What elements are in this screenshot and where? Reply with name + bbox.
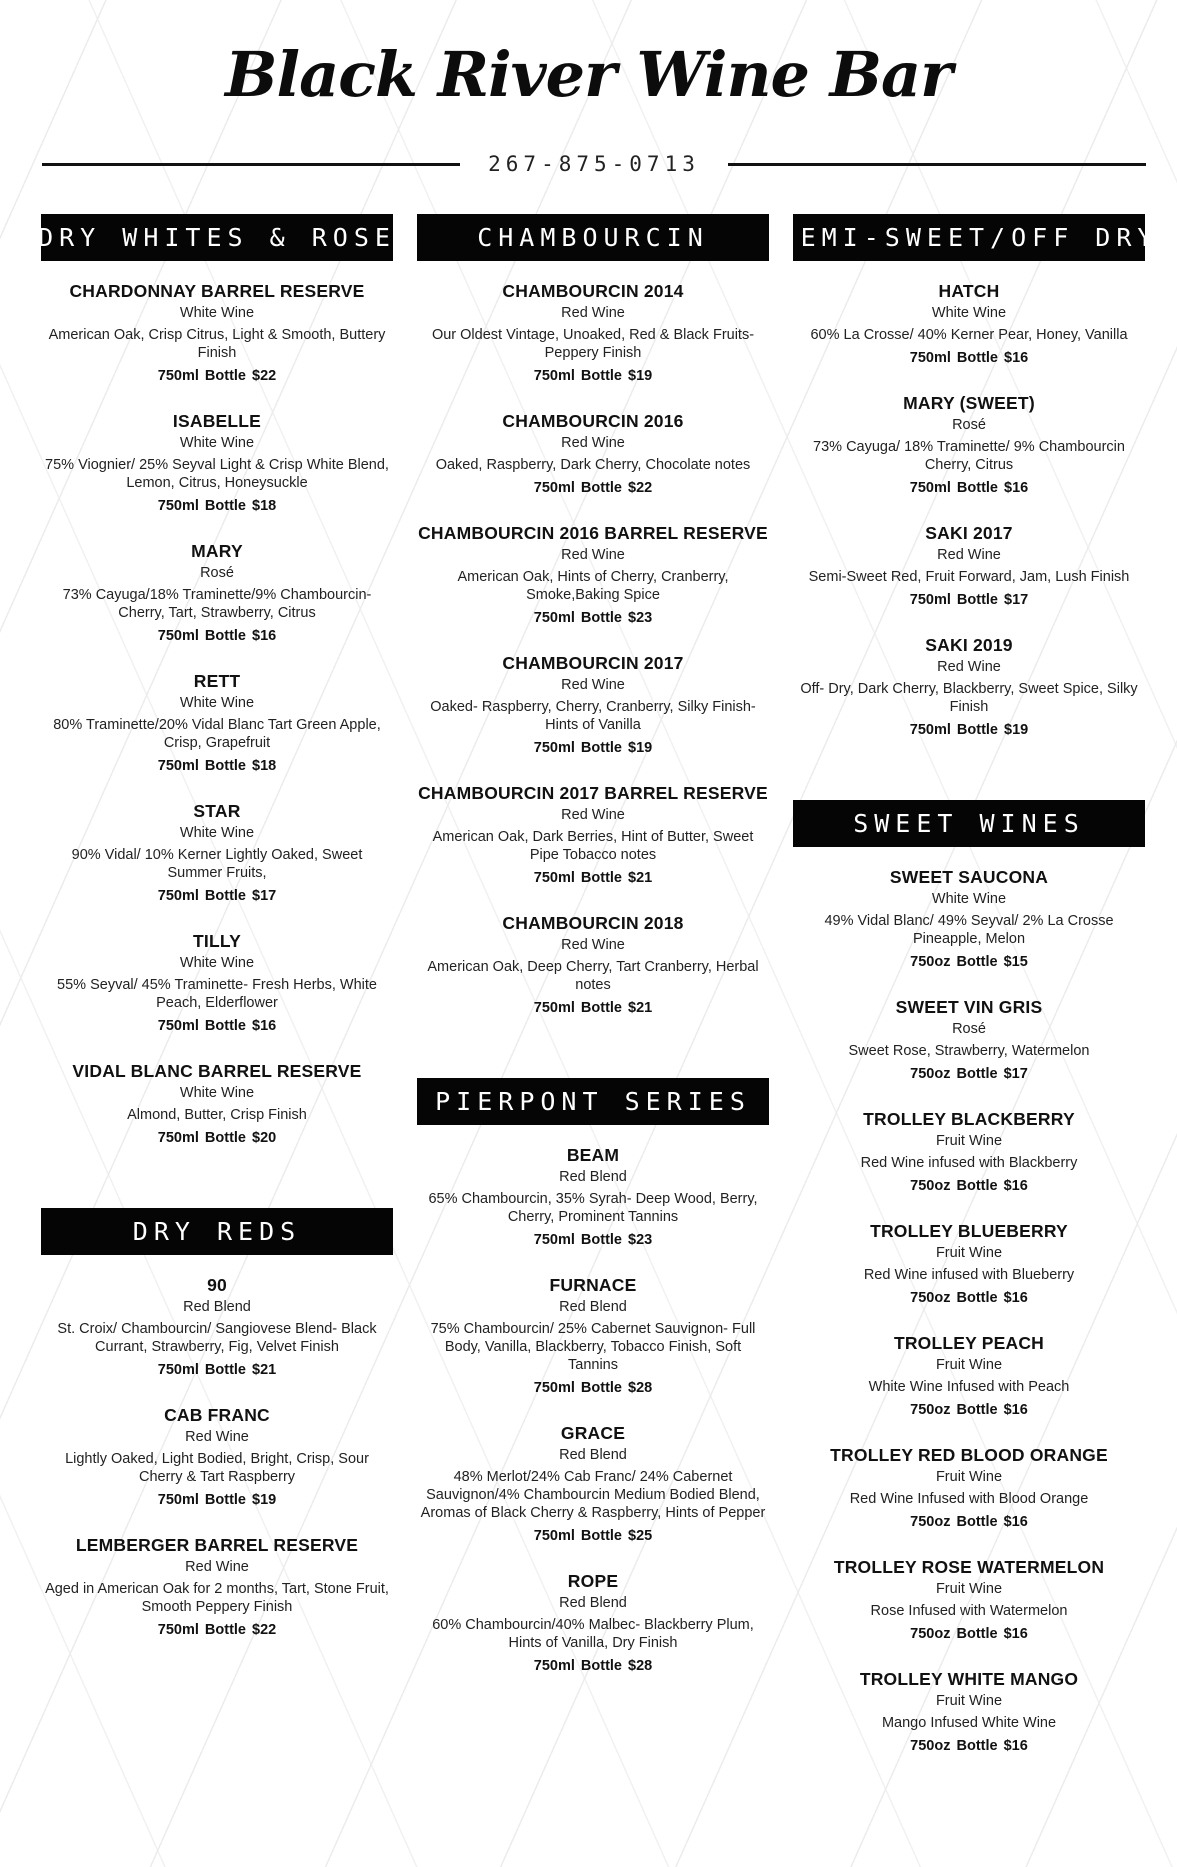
wine-price: 750ml Bottle $20 [157,1130,277,1146]
wine-type: Red Wine [561,305,625,321]
wine-item [41,1274,393,1380]
wine-type: Fruit Wine [935,1133,1003,1149]
wine-type: Red Blend [559,1299,627,1315]
wine-name: TROLLEY PEACH [893,1333,1045,1353]
wine-price: 750oz Bottle $16 [910,1626,1028,1642]
wine-price: 750ml Bottle $16 [909,350,1029,366]
wine-desc: Rose Infused with Watermelon [870,1603,1068,1619]
wine-type: White Wine [179,695,255,711]
wine-price: 750ml Bottle $21 [533,1000,653,1016]
wine-desc: Lightly Oaked, Light Bodied, Bright, Crisp, Sour Cherry & Tart Raspberry [65,1451,369,1485]
wine-desc: American Oak, Crisp Citrus, Light & Smooth, Buttery Finish [48,327,386,361]
wine-name: GRACE [560,1423,626,1443]
wine-name: ROPE [567,1571,619,1591]
wine-price: 750ml Bottle $16 [157,628,277,644]
wine-item [793,1220,1145,1308]
wine-desc: Red Wine infused with Blackberry [860,1155,1078,1171]
wine-desc: Aged in American Oak for 2 months, Tart, Stone Fruit, Smooth Peppery Finish [45,1581,389,1615]
wine-type: Red Wine [561,547,625,563]
wine-item [41,1404,393,1510]
section-sweet-wines [793,800,1145,1756]
wine-desc: American Oak, Deep Cherry, Tart Cranberry, Herbal notes [427,959,759,993]
wine-desc: Red Wine Infused with Blood Orange [849,1491,1089,1507]
wine-name: MARY (SWEET) [903,393,1035,413]
wine-price: 750oz Bottle $16 [910,1514,1028,1530]
wine-name: FURNACE [549,1275,637,1295]
wine-item [417,1144,769,1250]
wine-type: Rosé [952,1021,986,1037]
wine-item [41,670,393,776]
wine-desc: 55% Seyval/ 45% Traminette- Fresh Herbs, White Peach, Elderflower [57,977,377,1011]
wine-desc: Our Oldest Vintage, Unoaked, Red & Black Fruits- Peppery Finish [431,327,755,361]
wine-type: White Wine [179,305,255,321]
column-2 [417,214,769,1700]
wine-desc: 90% Vidal/ 10% Kerner Lightly Oaked, Sweet Summer Fruits, [71,847,363,881]
wine-name: TROLLEY ROSE WATERMELON [833,1557,1105,1577]
wine-desc: 73% Cayuga/18% Traminette/9% Chambourcin- Cherry, Tart, Strawberry, Citrus [62,587,372,621]
wine-type: Red Blend [559,1595,627,1611]
wine-price: 750ml Bottle $22 [157,368,277,384]
wine-name: TILLY [193,931,241,951]
wine-price: 750ml Bottle $16 [909,480,1029,496]
wine-type: Fruit Wine [935,1469,1003,1485]
wine-price: 750ml Bottle $16 [157,1018,277,1034]
wine-item [41,1534,393,1640]
wine-item [41,410,393,516]
wine-price: 750ml Bottle $23 [533,610,653,626]
wine-type: Red Wine [185,1429,249,1445]
wine-type: White Wine [179,955,255,971]
wine-item [793,634,1145,740]
section-header: SWEET WINES [793,800,1145,847]
wine-desc: White Wine Infused with Peach [868,1379,1070,1395]
wine-name: ISABELLE [172,411,262,431]
wine-price: 750oz Bottle $15 [910,954,1028,970]
wine-name: 90 [207,1275,227,1295]
wine-price: 750oz Bottle $16 [910,1402,1028,1418]
wine-item [41,800,393,906]
wine-name: MARY [191,541,243,561]
wine-price: 750ml Bottle $19 [157,1492,277,1508]
wine-name: CHAMBOURCIN 2016 BARREL RESERVE [418,523,768,543]
wine-type: Rosé [952,417,986,433]
phone-row [42,149,1146,179]
wine-item [417,1570,769,1676]
wine-item [417,280,769,386]
wine-desc: Red Wine infused with Blueberry [863,1267,1075,1283]
wine-price: 750ml Bottle $19 [533,740,653,756]
wine-type: Fruit Wine [935,1693,1003,1709]
wine-desc: Almond, Butter, Crisp Finish [127,1107,307,1123]
wine-name: CAB FRANC [164,1405,270,1425]
wine-name: SAKI 2019 [925,635,1013,655]
wine-name: BEAM [566,1145,620,1165]
wine-price: 750ml Bottle $18 [157,498,277,514]
wine-name: CHAMBOURCIN 2018 [502,913,684,933]
wine-type: Red Wine [561,435,625,451]
wine-price: 750ml Bottle $28 [533,1380,653,1396]
wine-item [41,540,393,646]
wine-desc: Sweet Rose, Strawberry, Watermelon [848,1043,1090,1059]
wine-desc: 48% Merlot/24% Cab Franc/ 24% Cabernet Sauvignon/4% Chambourcin Medium Bodied Blend, Aromas of Black Cherry & Raspberry, Hints of Pepper [420,1469,766,1521]
section-header: DRY REDS [41,1208,393,1255]
section-semi-sweet [779,214,1159,740]
wine-price: 750ml Bottle $21 [157,1362,277,1378]
wine-type: White Wine [179,435,255,451]
wine-type: White Wine [931,891,1007,907]
section-header: PIERPONT SERIES [417,1078,769,1125]
wine-desc: 49% Vidal Blanc/ 49% Seyval/ 2% La Crosse Pineapple, Melon [824,913,1114,947]
wine-name: TROLLEY WHITE MANGO [859,1669,1079,1689]
wine-desc: American Oak, Hints of Cherry, Cranberry, Smoke,Baking Spice [457,569,729,603]
wine-desc: Oaked, Raspberry, Dark Cherry, Chocolate notes [435,457,751,473]
wine-type: Red Blend [183,1299,251,1315]
wine-type: Fruit Wine [935,1357,1003,1373]
wine-item [793,1556,1145,1644]
wine-item [793,522,1145,610]
wine-item [793,1668,1145,1756]
wine-type: Rosé [200,565,234,581]
wine-type: White Wine [179,1085,255,1101]
wine-name: TROLLEY BLACKBERRY [863,1109,1075,1129]
section-pierpont-series [417,1078,769,1676]
wine-name: LEMBERGER BARREL RESERVE [75,1535,359,1555]
wine-name: RETT [193,671,241,691]
wine-price: 750ml Bottle $19 [533,368,653,384]
wine-price: 750ml Bottle $22 [157,1622,277,1638]
wine-desc: American Oak, Dark Berries, Hint of Butter, Sweet Pipe Tobacco notes [432,829,754,863]
wine-item [793,1108,1145,1196]
column-3 [779,214,1159,1780]
wine-type: Red Wine [561,807,625,823]
wine-type: Red Wine [561,937,625,953]
wine-item [793,1444,1145,1532]
column-1 [38,214,396,1664]
wine-item [793,866,1145,972]
wine-type: White Wine [179,825,255,841]
wine-item [417,1422,769,1546]
wine-item [417,1274,769,1398]
wine-price: 750ml Bottle $28 [533,1658,653,1674]
wine-price: 750oz Bottle $17 [910,1066,1028,1082]
wine-item [41,1060,393,1148]
wine-item [41,280,393,386]
wine-price: 750ml Bottle $23 [533,1232,653,1248]
wine-type: Red Wine [937,659,1001,675]
wine-name: TROLLEY RED BLOOD ORANGE [830,1445,1108,1465]
wine-item [417,522,769,628]
section-dry-whites [38,214,396,1148]
wine-name: CHAMBOURCIN 2014 [502,281,684,301]
wine-price: 750ml Bottle $18 [157,758,277,774]
wine-price: 750ml Bottle $19 [909,722,1029,738]
wine-item [417,652,769,758]
wine-item [793,392,1145,498]
wine-item [793,996,1145,1084]
wine-name: CHAMBOURCIN 2017 [502,653,684,673]
wine-name: VIDAL BLANC BARREL RESERVE [72,1061,362,1081]
wine-desc: 60% La Crosse/ 40% Kerner Pear, Honey, Vanilla [810,327,1128,343]
wine-item [793,280,1145,368]
wine-type: Red Wine [937,547,1001,563]
wine-desc: 60% Chambourcin/40% Malbec- Blackberry Plum, Hints of Vanilla, Dry Finish [432,1617,754,1651]
phone-number: 267-875-0713 [488,152,700,176]
wine-type: Fruit Wine [935,1245,1003,1261]
wine-desc: 75% Chambourcin/ 25% Cabernet Sauvignon- Full Body, Vanilla, Blackberry, Tobacco Finish, Soft Tannins [430,1321,756,1373]
wine-price: 750ml Bottle $17 [909,592,1029,608]
wine-type: Red Blend [559,1447,627,1463]
wine-type: Red Blend [559,1169,627,1185]
wine-name: CHARDONNAY BARREL RESERVE [69,281,365,301]
wine-price: 750oz Bottle $16 [910,1178,1028,1194]
section-chambourcin [417,214,769,1018]
wine-price: 750ml Bottle $21 [533,870,653,886]
divider-left [42,163,460,166]
wine-desc: 80% Traminette/20% Vidal Blanc Tart Green Apple, Crisp, Grapefruit [53,717,381,751]
wine-desc: 75% Viognier/ 25% Seyval Light & Crisp White Blend, Lemon, Citrus, Honeysuckle [45,457,389,491]
wine-name: TROLLEY BLUEBERRY [870,1221,1068,1241]
wine-price: 750ml Bottle $25 [533,1528,653,1544]
wine-item [417,410,769,498]
section-header: CHAMBOURCIN [417,214,769,261]
wine-item [417,912,769,1018]
wine-name: CHAMBOURCIN 2017 BARREL RESERVE [418,783,768,803]
wine-desc: Semi-Sweet Red, Fruit Forward, Jam, Lush Finish [808,569,1130,585]
wine-price: 750ml Bottle $22 [533,480,653,496]
wine-name: STAR [193,801,241,821]
wine-name: SWEET SAUCONA [889,867,1049,887]
wine-type: Fruit Wine [935,1581,1003,1597]
wine-type: White Wine [931,305,1007,321]
section-dry-reds [41,1208,393,1640]
wine-item [41,930,393,1036]
wine-name: SWEET VIN GRIS [895,997,1043,1017]
wine-desc: Oaked- Raspberry, Cherry, Cranberry, Silky Finish- Hints of Vanilla [430,699,756,733]
wine-type: Red Wine [561,677,625,693]
wine-desc: Mango Infused White Wine [881,1715,1057,1731]
wine-desc: St. Croix/ Chambourcin/ Sangiovese Blend- Black Currant, Strawberry, Fig, Velvet Finish [57,1321,377,1355]
wine-price: 750ml Bottle $17 [157,888,277,904]
wine-name: HATCH [938,281,1000,301]
wine-type: Red Wine [185,1559,249,1575]
section-header: SEMI-SWEET/OFF DRY [793,214,1145,261]
wine-item [417,782,769,888]
wine-item [793,1332,1145,1420]
wine-name: CHAMBOURCIN 2016 [502,411,684,431]
menu-title: Black River Wine Bar [225,38,952,111]
wine-desc: Off- Dry, Dark Cherry, Blackberry, Sweet Spice, Silky Finish [800,681,1138,715]
wine-price: 750oz Bottle $16 [910,1738,1028,1754]
wine-name: SAKI 2017 [925,523,1013,543]
wine-price: 750oz Bottle $16 [910,1290,1028,1306]
section-header: DRY WHITES & ROSE [41,214,393,261]
divider-right [728,163,1146,166]
wine-desc: 65% Chambourcin, 35% Syrah- Deep Wood, Berry, Cherry, Prominent Tannins [428,1191,758,1225]
wine-desc: 73% Cayuga/ 18% Traminette/ 9% Chambourcin Cherry, Citrus [813,439,1125,473]
